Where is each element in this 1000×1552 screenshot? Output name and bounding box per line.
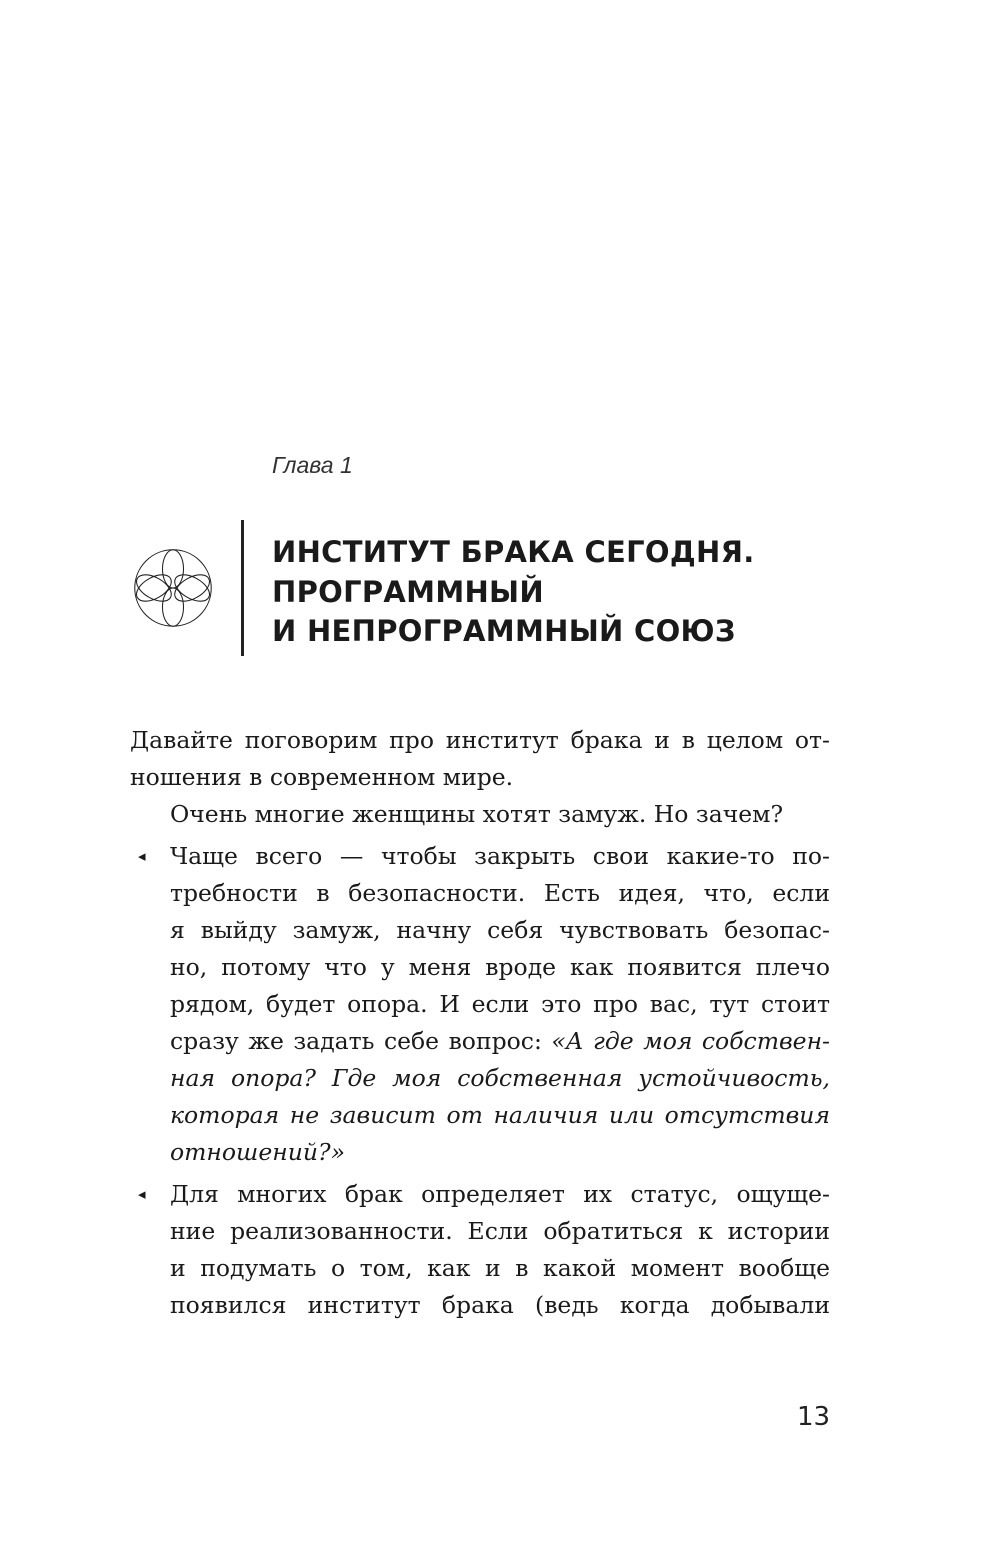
text-span: Давайте поговорим про институт брака и в целом от- xyxy=(130,726,830,754)
text-span: и подумать о том, как и в какой момент вообще xyxy=(170,1254,830,1282)
text-span: Для многих брак определяет их статус, ощуще- xyxy=(170,1180,830,1208)
bullet-text-line xyxy=(130,949,830,986)
bullet-text-line xyxy=(130,986,830,1023)
text-span: требности в безопасности. Есть идея, что, если xyxy=(170,879,830,907)
title-line: ПРОГРАММНЫЙ xyxy=(272,574,544,609)
bullet-text-line xyxy=(130,912,830,949)
text-span: Очень многие женщины хотят замуж. Но зачем? xyxy=(170,800,784,828)
bullet-text-line xyxy=(130,838,830,875)
bullet-text-line xyxy=(130,1023,830,1060)
italic-quote-span: которая не зависит от наличия или отсутствия xyxy=(170,1101,830,1129)
text-span: Чаще всего — чтобы закрыть свои какие-то по- xyxy=(170,842,830,870)
italic-quote-span: ная опора? Где моя собственная устойчивость, xyxy=(170,1064,830,1092)
text-span: появился институт брака (ведь когда добывали xyxy=(170,1291,830,1319)
italic-quote-span: отношений?» xyxy=(170,1138,345,1166)
text-span: рядом, будет опора. И если это про вас, тут стоит xyxy=(170,990,830,1018)
text-span: сразу же задать себе вопрос: xyxy=(170,1027,552,1055)
text-span: я выйду замуж, начну себя чувствовать безопас- xyxy=(170,916,830,944)
title-line: И НЕПРОГРАММНЫЙ СОЮЗ xyxy=(272,614,736,648)
paragraph-line xyxy=(130,759,830,796)
bullet-text-line xyxy=(130,1060,830,1097)
flower-emblem-icon xyxy=(130,545,216,631)
title-divider xyxy=(241,520,244,656)
bullet-text-line xyxy=(130,1287,830,1324)
bullet-text-line xyxy=(130,1097,830,1134)
bullet-text-line xyxy=(130,1213,830,1250)
bullet-marker-icon: ◂ xyxy=(138,847,146,865)
text-span: но, потому что у меня вроде как появится плечо xyxy=(170,953,830,981)
italic-quote-span: «А где моя собствен- xyxy=(551,1027,830,1055)
text-span: ние реализованности. Если обратиться к истории xyxy=(170,1217,830,1245)
bullet-text-line xyxy=(130,875,830,912)
bullet-text-line xyxy=(130,1250,830,1287)
bullet-text-line xyxy=(130,1176,830,1213)
bullet-text-line xyxy=(130,1134,830,1171)
paragraph-line xyxy=(130,722,830,759)
chapter-label: Глава 1 xyxy=(272,452,353,478)
title-line: ИНСТИТУТ БРАКА СЕГОДНЯ. xyxy=(272,535,755,569)
chapter-title xyxy=(272,533,755,652)
paragraph-line xyxy=(130,796,830,833)
body-text xyxy=(130,722,830,1324)
text-span: ношения в современном мире. xyxy=(130,763,514,791)
bullet-marker-icon: ◂ xyxy=(138,1185,146,1203)
page-number: 13 xyxy=(797,1402,831,1432)
